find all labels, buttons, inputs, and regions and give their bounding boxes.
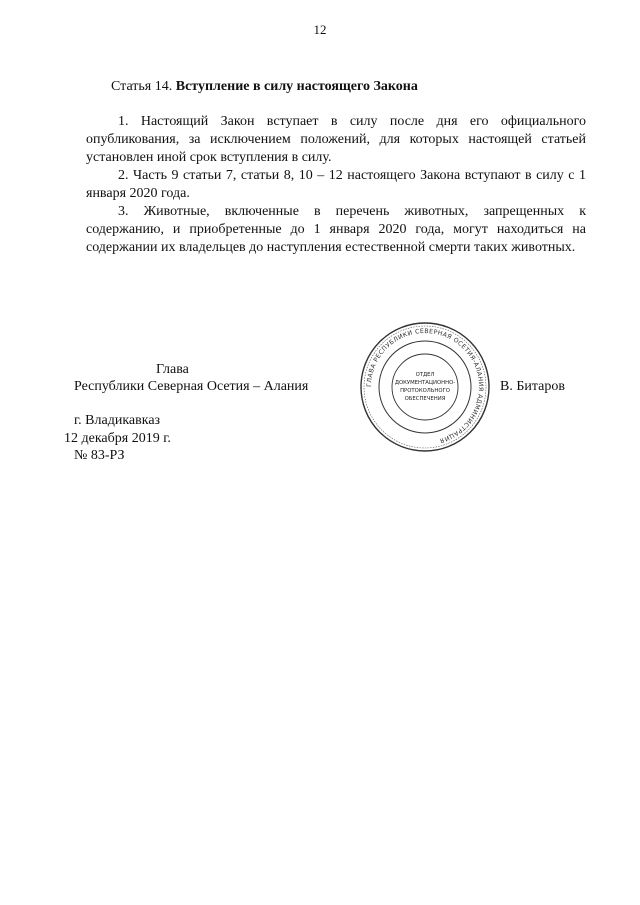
seal-center-line: ОТДЕЛ [415, 372, 435, 378]
paragraph-3: 3. Животные, включенные в перечень животных, запрещенных к содержанию, и приобретенные до 1 января 2020 года, могут находиться на содержании их владельцев до наступления естественной смерти таких животных. [86, 204, 586, 255]
signatory-name: В. Битаров [500, 379, 565, 394]
seal-center-line: ПРОТОКОЛЬНОГО [400, 388, 450, 394]
official-seal [359, 321, 491, 453]
seal-center-line: ДОКУМЕНТАЦИОННО- [394, 380, 456, 386]
seal-outer-text: ГЛАВА РЕСПУБЛИКИ СЕВЕРНАЯ ОСЕТИЯ-АЛАНИЯ АДМИНИСТРАЦИЯ [365, 327, 485, 444]
signatory-position-line1: Глава [156, 362, 189, 377]
signing-date: 12 декабря 2019 г. [64, 431, 171, 446]
paragraph-2: 2. Часть 9 статьи 7, статьи 8, 10 – 12 настоящего Закона вступают в силу с 1 января 2020 года. [86, 168, 586, 201]
signing-city: г. Владикавказ [74, 413, 161, 428]
seal-center-line: ОБЕСПЕЧЕНИЯ [404, 396, 446, 402]
page-number: 12 [313, 22, 327, 37]
law-number: № 83-РЗ [74, 448, 125, 463]
signatory-position-line2: Республики Северная Осетия – Алания [74, 379, 309, 394]
paragraph-1: 1. Настоящий Закон вступает в силу после дня его официального опубликования, за исключением положений, для которых настоящей статьей установлен иной срок вступления в силу. [86, 114, 586, 165]
article-heading [111, 79, 418, 95]
article-title: Вступление в силу настоящего Закона [175, 79, 418, 94]
article-label: Статья 14. [111, 79, 173, 94]
